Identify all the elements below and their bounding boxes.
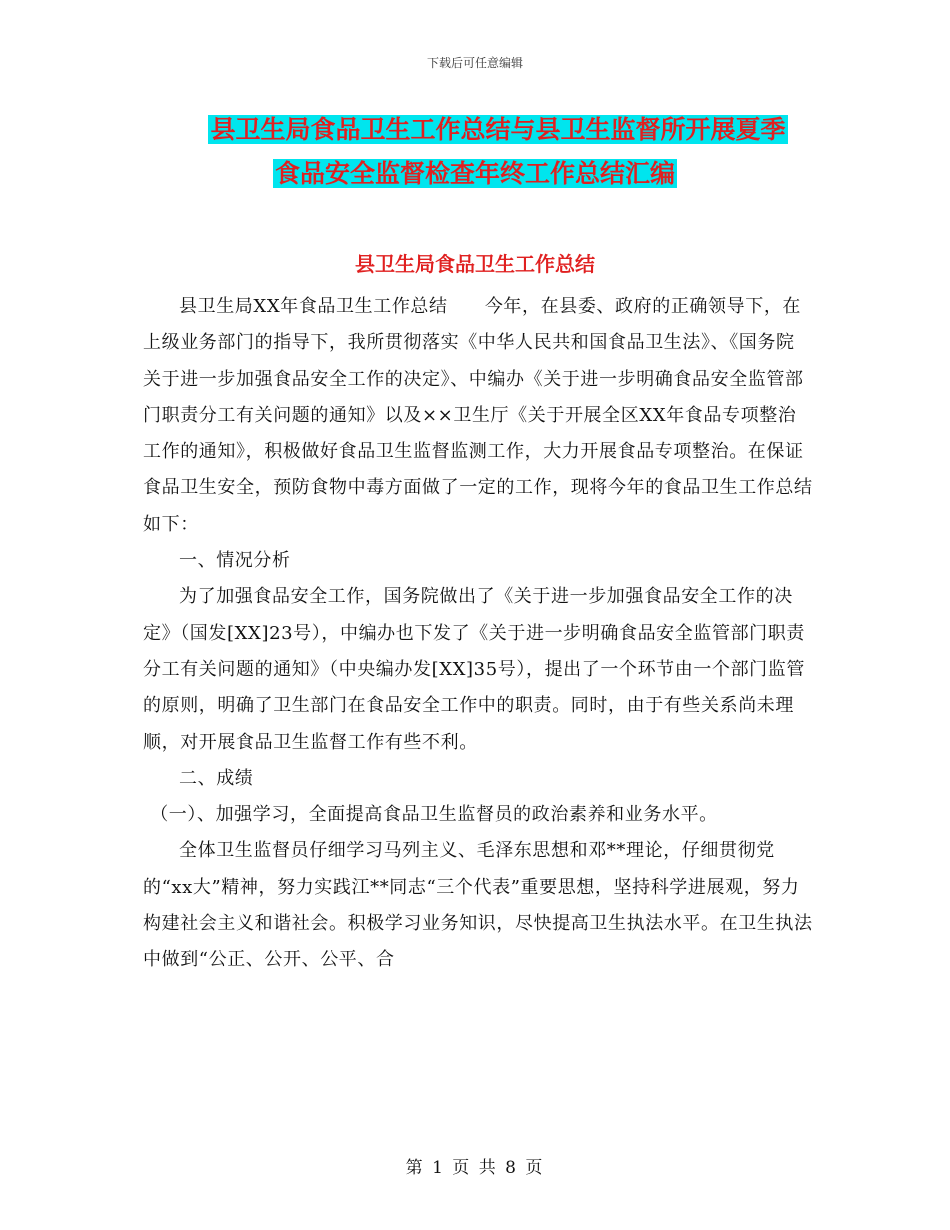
document-title-line-1	[0, 111, 950, 149]
document-title-line-1-text: 县卫生局食品卫生工作总结与县卫生监督所开展夏季	[210, 115, 786, 144]
paragraph-situation: 为了加强食品安全工作，国务院做出了《关于进一步加强食品安全工作的决定》（国发[XX]23号），中编办也下发了《关于进一步明确食品安全监管部门职责分工有关问题的通知》（中央编办发[XX]35号），提出了一个环节由一个部门监管的原则，明确了卫生部门在食品安全工作中的职责。同时，由于有些关系尚未理顺，对开展食品卫生监督工作有些不利。	[143, 586, 805, 753]
heading-situation-analysis: 一、情况分析	[179, 550, 291, 572]
heading-achievements: 二、成绩	[179, 767, 254, 789]
document-body	[143, 289, 813, 979]
paragraph-intro: 县卫生局XX年食品卫生工作总结 今年，在县委、政府的正确领导下，在上级业务部门的指导下，我所贯彻落实《中华人民共和国食品卫生法》、《国务院关于进一步加强食品安全工作的决定》、中编办《关于进一步明确食品安全监管部门职责分工有关问题的通知》以及××卫生厅《关于开展全区XX年食品专项整治工作的通知》，积极做好食品卫生监督监测工作，大力开展食品专项整治。在保证食品卫生安全，预防食物中毒方面做了一定的工作，现将今年的食品卫生工作总结如下：	[143, 296, 813, 535]
header-note: 下载后可任意编辑	[426, 56, 523, 70]
section-title: 县卫生局食品卫生工作总结	[355, 252, 595, 276]
document-title-line-2	[0, 155, 950, 193]
paragraph-study: 全体卫生监督员仔细学习马列主义、毛泽东思想和邓**理论，仔细贯彻党的“xx大”精神，努力实践江**同志“三个代表”重要思想，坚持科学进展观，努力构建社会主义和谐社会。积极学习业务知识，尽快提高卫生执法水平。在卫生执法中做到“公正、公开、公平、合	[143, 840, 813, 971]
page-indicator: 第 1 页 共 8 页	[405, 1158, 545, 1178]
document-title-line-2-text: 食品安全监督检查年终工作总结汇编	[274, 159, 675, 188]
subheading-strengthen-study: （一）、加强学习，全面提高食品卫生监督员的政治素养和业务水平。	[150, 804, 718, 826]
